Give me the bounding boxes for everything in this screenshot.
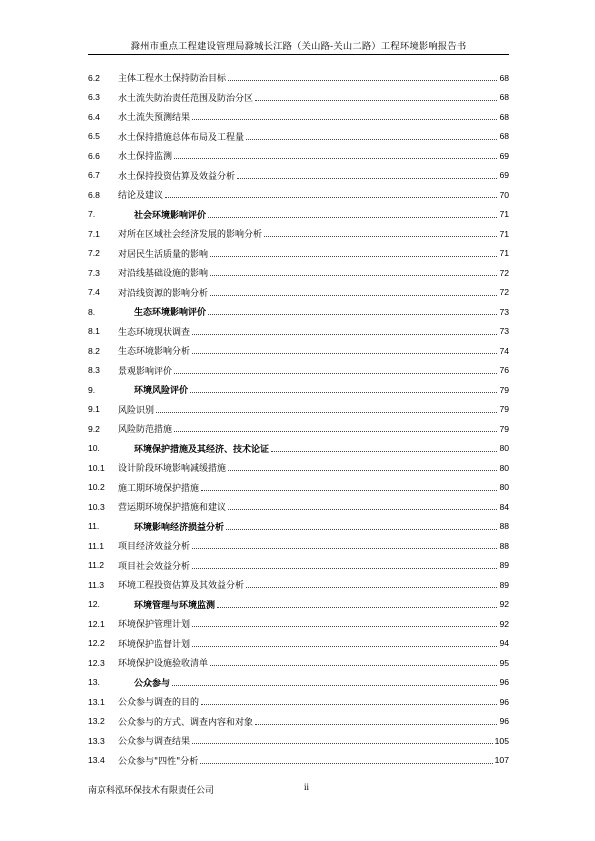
toc-entry-number: 12. (88, 599, 100, 610)
toc-entry-page: 96 (499, 677, 509, 688)
toc-dot-leader (190, 392, 497, 393)
toc-section-entry[interactable] (88, 400, 509, 420)
toc-entry-title: 主体工程水土保持防治目标 (118, 74, 227, 85)
toc-entry-title: 环境保护管理计划 (118, 620, 191, 631)
page-header-title: 滁州市重点工程建设管理局滁城长江路（关山路-关山二路）工程环境影响报告书 (130, 41, 467, 52)
toc-dot-leader (246, 139, 497, 140)
toc-section-entry[interactable] (88, 127, 509, 147)
toc-entry-number: 8.1 (88, 326, 100, 337)
toc-dot-leader (201, 704, 497, 705)
toc-dot-leader (165, 197, 497, 198)
toc-entry-page: 79 (499, 384, 509, 395)
toc-entry-title: 环境保护设施验收清单 (118, 659, 209, 670)
toc-section-entry[interactable] (88, 536, 509, 556)
toc-dot-leader (255, 724, 497, 725)
toc-entry-number: 8. (88, 306, 96, 317)
toc-entry-page: 80 (499, 443, 509, 454)
toc-entry-title: 环境工程投资估算及其效益分析 (118, 581, 245, 592)
toc-entry-title: 风险防范措施 (118, 425, 173, 436)
toc-dot-leader (200, 763, 492, 764)
toc-section-entry[interactable] (88, 88, 509, 108)
toc-chapter-entry[interactable] (88, 380, 509, 400)
toc-entry-title: 社会环境影响评价 (134, 210, 207, 221)
toc-dot-leader (174, 431, 497, 432)
toc-section-entry[interactable] (88, 614, 509, 634)
toc-section-entry[interactable] (88, 283, 509, 303)
toc-entry-number: 6.8 (88, 189, 100, 200)
toc-section-entry[interactable] (88, 146, 509, 166)
toc-dot-leader (246, 587, 497, 588)
toc-dot-leader (201, 490, 497, 491)
toc-entry-number: 7. (88, 209, 96, 220)
toc-entry-page: 72 (499, 287, 509, 298)
toc-entry-page: 73 (499, 306, 509, 317)
toc-dot-leader (228, 470, 497, 471)
toc-dot-leader (226, 529, 497, 530)
toc-entry-number: 7.1 (88, 228, 100, 239)
toc-entry-title: 公众参与调查结果 (118, 737, 191, 748)
toc-entry-number: 7.3 (88, 267, 100, 278)
toc-entry-page: 79 (499, 404, 509, 415)
toc-entry-number: 11. (88, 521, 100, 532)
toc-dot-leader (192, 743, 493, 744)
toc-dot-leader (210, 665, 497, 666)
toc-entry-page: 73 (499, 326, 509, 337)
toc-dot-leader (228, 509, 497, 510)
toc-section-entry[interactable] (88, 751, 509, 771)
toc-entry-title: 环境管理与环境监测 (134, 600, 216, 611)
toc-entry-number: 6.5 (88, 131, 100, 142)
toc-section-entry[interactable] (88, 166, 509, 186)
toc-entry-title: 公众参与 (134, 678, 171, 689)
toc-entry-title: 环境影响经济损益分析 (134, 522, 225, 533)
toc-entry-number: 12.2 (88, 638, 105, 649)
toc-dot-leader (210, 256, 497, 257)
toc-dot-leader (255, 100, 497, 101)
toc-entry-number: 6.4 (88, 111, 100, 122)
table-of-contents (88, 68, 509, 770)
toc-entry-page: 76 (499, 365, 509, 376)
toc-dot-leader (174, 158, 497, 159)
toc-entry-page: 95 (499, 657, 509, 668)
toc-entry-page: 68 (499, 111, 509, 122)
toc-entry-title: 风险识别 (118, 405, 155, 416)
toc-entry-page: 69 (499, 150, 509, 161)
toc-entry-page: 96 (499, 696, 509, 707)
toc-dot-leader (192, 334, 497, 335)
toc-entry-number: 13.4 (88, 755, 105, 766)
toc-entry-title: 公众参与"四性"分析 (118, 756, 199, 767)
toc-entry-title: 水土保持措施总体布局及工程量 (118, 132, 245, 143)
toc-dot-leader (210, 275, 497, 276)
toc-section-entry[interactable] (88, 68, 509, 88)
toc-dot-leader (192, 626, 497, 627)
toc-entry-number: 6.7 (88, 170, 100, 181)
toc-entry-page: 88 (499, 540, 509, 551)
toc-entry-number: 13. (88, 677, 100, 688)
toc-entry-number: 9.2 (88, 423, 100, 434)
toc-section-entry[interactable] (88, 458, 509, 478)
toc-section-entry[interactable] (88, 224, 509, 244)
toc-entry-number: 13.2 (88, 716, 105, 727)
toc-entry-page: 68 (499, 131, 509, 142)
toc-entry-page: 71 (499, 228, 509, 239)
toc-entry-title: 施工期环境保护措施 (118, 483, 200, 494)
toc-entry-title: 对沿线基础设施的影响 (118, 269, 209, 280)
toc-entry-title: 结论及建议 (118, 191, 164, 202)
toc-section-entry[interactable] (88, 653, 509, 673)
toc-entry-page: 92 (499, 618, 509, 629)
toc-section-entry[interactable] (88, 244, 509, 264)
toc-entry-title: 营运期环境保护措施和建议 (118, 503, 227, 514)
toc-entry-title: 水土保持监测 (118, 152, 173, 163)
toc-section-entry[interactable] (88, 341, 509, 361)
toc-section-entry[interactable] (88, 185, 509, 205)
toc-dot-leader (192, 548, 497, 549)
toc-entry-number: 9. (88, 384, 96, 395)
toc-entry-number: 6.3 (88, 92, 100, 103)
toc-chapter-entry[interactable] (88, 673, 509, 693)
toc-section-entry[interactable] (88, 634, 509, 654)
toc-entry-title: 水土保持投资估算及效益分析 (118, 171, 236, 182)
toc-dot-leader (228, 80, 497, 81)
toc-entry-page: 80 (499, 482, 509, 493)
toc-section-entry[interactable] (88, 712, 509, 732)
toc-dot-leader (156, 412, 497, 413)
toc-entry-page: 92 (499, 599, 509, 610)
toc-dot-leader (192, 646, 497, 647)
toc-entry-page: 72 (499, 267, 509, 278)
toc-section-entry[interactable] (88, 497, 509, 517)
toc-entry-title: 公众参与的方式、调查内容和对象 (118, 717, 254, 728)
toc-section-entry[interactable] (88, 107, 509, 127)
toc-chapter-entry[interactable] (88, 205, 509, 225)
toc-entry-number: 12.3 (88, 657, 105, 668)
toc-section-entry[interactable] (88, 731, 509, 751)
toc-entry-title: 水土流失预测结果 (118, 113, 191, 124)
footer-company: 南京科泓环保技术有限责任公司 (88, 786, 215, 796)
toc-dot-leader (192, 568, 497, 569)
toc-entry-number: 10.1 (88, 462, 105, 473)
toc-entry-title: 环境保护措施及其经济、技术论证 (134, 444, 270, 455)
toc-section-entry[interactable] (88, 478, 509, 498)
header-divider (88, 54, 509, 55)
toc-entry-page: 70 (499, 189, 509, 200)
toc-entry-page: 94 (499, 638, 509, 649)
toc-entry-number: 7.4 (88, 287, 100, 298)
toc-entry-title: 景观影响评价 (118, 366, 173, 377)
toc-entry-title: 项目社会效益分析 (118, 561, 191, 572)
toc-entry-number: 11.2 (88, 560, 105, 571)
toc-chapter-entry[interactable] (88, 517, 509, 537)
toc-entry-title: 设计阶段环境影响减缓措施 (118, 464, 227, 475)
toc-entry-number: 13.3 (88, 735, 105, 746)
toc-entry-title: 生态环境现状调查 (118, 327, 191, 338)
toc-chapter-entry[interactable] (88, 439, 509, 459)
toc-entry-page: 89 (499, 560, 509, 571)
toc-section-entry[interactable] (88, 692, 509, 712)
toc-entry-page: 71 (499, 248, 509, 259)
toc-entry-page: 84 (499, 501, 509, 512)
toc-entry-number: 10.3 (88, 501, 105, 512)
toc-entry-number: 11.3 (88, 579, 105, 590)
toc-entry-page: 68 (499, 92, 509, 103)
toc-entry-number: 12.1 (88, 618, 105, 629)
toc-entry-title: 对所在区域社会经济发展的影响分析 (118, 230, 263, 241)
toc-section-entry[interactable] (88, 322, 509, 342)
toc-entry-page: 71 (499, 209, 509, 220)
toc-entry-title: 生态环境影响分析 (118, 347, 191, 358)
toc-entry-number: 7.2 (88, 248, 100, 259)
toc-entry-page: 69 (499, 170, 509, 181)
toc-entry-title: 环境保护监督计划 (118, 639, 191, 650)
toc-entry-number: 8.2 (88, 345, 100, 356)
toc-entry-page: 105 (494, 735, 509, 746)
toc-dot-leader (192, 119, 497, 120)
toc-dot-leader (208, 314, 497, 315)
toc-dot-leader (172, 685, 497, 686)
toc-entry-title: 环境风险评价 (134, 386, 189, 397)
toc-entry-number: 11.1 (88, 540, 105, 551)
toc-entry-title: 项目经济效益分析 (118, 542, 191, 553)
toc-entry-title: 对沿线资源的影响分析 (118, 288, 209, 299)
toc-entry-number: 9.1 (88, 404, 100, 415)
toc-entry-page: 89 (499, 579, 509, 590)
toc-dot-leader (174, 373, 497, 374)
toc-dot-leader (192, 353, 497, 354)
toc-entry-number: 10.2 (88, 482, 105, 493)
toc-dot-leader (271, 451, 497, 452)
toc-entry-page: 96 (499, 716, 509, 727)
toc-dot-leader (217, 607, 497, 608)
toc-entry-number: 10. (88, 443, 100, 454)
toc-entry-number: 6.2 (88, 72, 100, 83)
toc-entry-page: 68 (499, 72, 509, 83)
toc-section-entry[interactable] (88, 361, 509, 381)
toc-chapter-entry[interactable] (88, 302, 509, 322)
toc-entry-page: 88 (499, 521, 509, 532)
toc-entry-title: 水土流失防治责任范围及防治分区 (118, 93, 254, 104)
toc-entry-number: 6.6 (88, 150, 100, 161)
toc-section-entry[interactable] (88, 419, 509, 439)
toc-chapter-entry[interactable] (88, 595, 509, 615)
toc-entry-title: 对居民生活质量的影响 (118, 249, 209, 260)
toc-entry-number: 13.1 (88, 696, 105, 707)
toc-dot-leader (210, 295, 497, 296)
toc-entry-page: 79 (499, 423, 509, 434)
toc-entry-title: 生态环境影响评价 (134, 308, 207, 319)
toc-entry-page: 80 (499, 462, 509, 473)
toc-dot-leader (264, 236, 497, 237)
toc-dot-leader (208, 217, 497, 218)
toc-entry-page: 74 (499, 345, 509, 356)
toc-entry-page: 107 (494, 755, 509, 766)
toc-section-entry[interactable] (88, 575, 509, 595)
toc-section-entry[interactable] (88, 556, 509, 576)
footer-page-number: ii (304, 782, 310, 792)
toc-section-entry[interactable] (88, 263, 509, 283)
toc-entry-number: 8.3 (88, 365, 100, 376)
toc-entry-title: 公众参与调查的目的 (118, 698, 200, 709)
toc-dot-leader (237, 178, 497, 179)
